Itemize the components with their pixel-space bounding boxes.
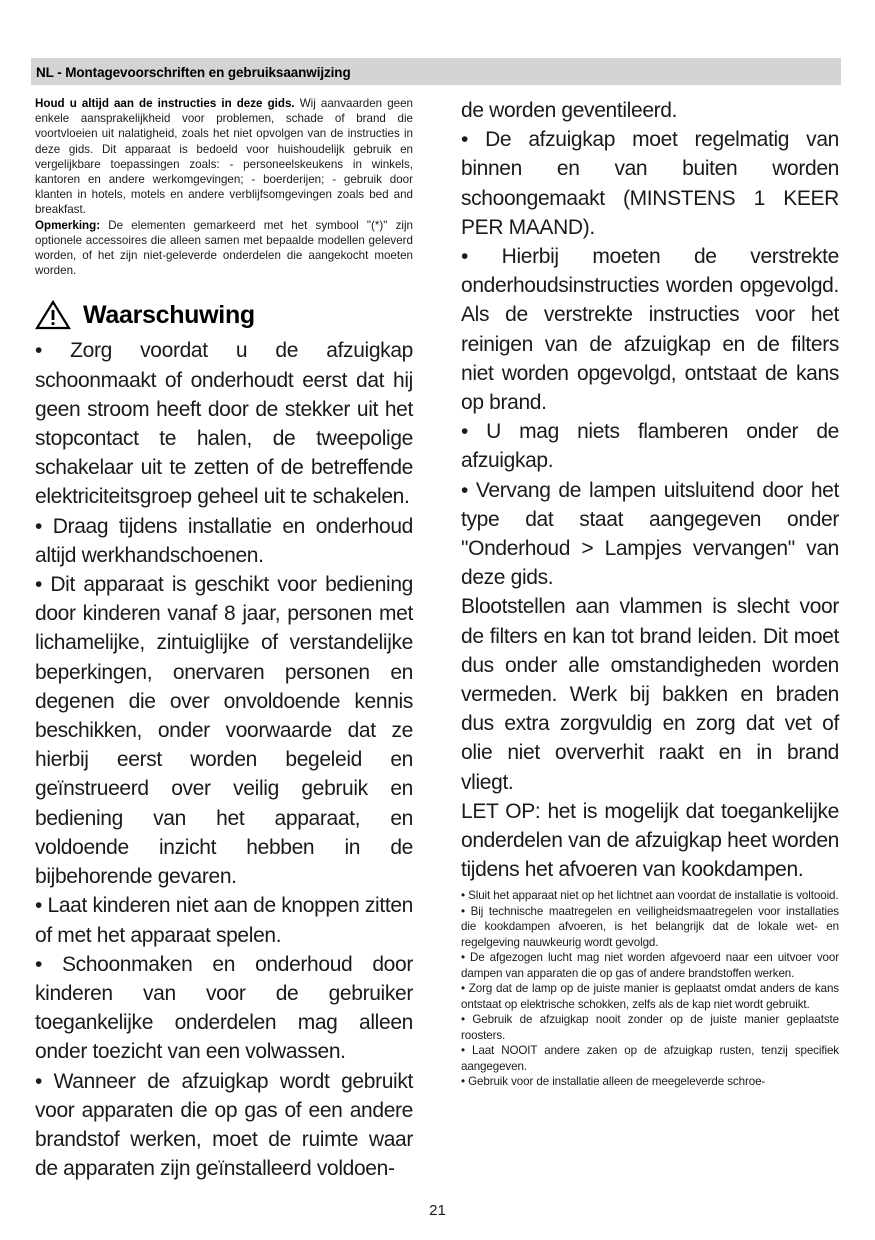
page-number: 21: [429, 1202, 446, 1219]
left-column: [35, 96, 413, 1183]
safety-item: • Zorg dat de lamp op de juiste manier is geplaatst omdat anders de kans ontstaat op elektrische schokken, zelfs als de kap niet wordt gebruikt.: [461, 982, 839, 1011]
warning-paragraph: Blootstellen aan vlammen is slecht voor de filters en kan tot brand leiden. Dit moet dus onder alle omstandigheden worden vermeden. Werk bij bakken en braden dus extra zorgvuldig en zorg dat vet of olie niet oververhit raakt en in brand vliegt.: [461, 595, 839, 794]
note-text: De elementen gemarkeerd met het symbool "(*)" zijn optionele accessoires die alleen samen met bepaalde modellen geleverd worden, of het zijn niet-geleverde onderdelen die aangekocht moeten worden.: [35, 218, 413, 278]
note-paragraph: [35, 218, 413, 279]
warning-item: • U mag niets flamberen onder de afzuigkap.: [461, 420, 839, 473]
warning-heading: [35, 298, 413, 332]
safety-item: • Sluit het apparaat niet op het lichtnet aan voordat de installatie is voltooid.: [461, 889, 839, 903]
safety-item: • Gebruik de afzuigkap nooit zonder op de juiste manier geplaatste roosters.: [461, 1013, 839, 1042]
safety-item: • Gebruik voor de installatie alleen de meegeleverde schroe-: [461, 1075, 766, 1089]
warning-triangle-icon: [35, 300, 71, 330]
warning-item: • Laat kinderen niet aan de knoppen zitten of met het apparaat spelen.: [35, 894, 413, 947]
note-label: Opmerking:: [35, 218, 101, 232]
warning-item: • Vervang de lampen uitsluitend door het type dat staat aangegeven onder "Onderhoud > Lampjes vervangen" van deze gids.: [461, 478, 839, 590]
section-header-title: NL - Montagevoorschriften en gebruiksaanwijzing: [36, 65, 351, 80]
section-header-bar: [31, 58, 841, 85]
warning-item: • Zorg voordat u de afzuigkap schoonmaakt of onderhoudt eerst dat hij geen stroom heeft door de stekker uit het stopcontact te halen, de tweepolige schakelaar uit te zetten of de betreffende elektriciteitsgroep geheel uit te schakelen.: [35, 339, 413, 509]
intro-paragraph: [35, 96, 413, 218]
warning-item-ventilation-start: • Wanneer de afzuigkap wordt gebruikt voor apparaten die op gas of een andere brandstof werken, moet de ruimte waar de apparaten zijn geïnstalleerd voldoen-: [35, 1069, 413, 1181]
warning-title: Waarschuwing: [83, 300, 255, 329]
right-column: [461, 96, 839, 1090]
safety-item: • De afgezogen lucht mag niet worden afgevoerd naar een uitvoer voor dampen van apparaten die op gas of andere brandstoffen werken.: [461, 951, 839, 980]
warning-item: • Hierbij moeten de verstrekte onderhoudsinstructies worden opgevolgd. Als de verstrekte instructies voor het reinigen van de afzuigkap en de filters niet worden opgevolgd, ontstaat de kans op brand.: [461, 245, 839, 415]
safety-item: • Bij technische maatregelen en veiligheidsmaatregelen voor installaties die kookdampen afvoeren, is het belangrijk dat de lokale wet- en regelgeving nauwkeurig wordt gevolgd.: [461, 904, 839, 949]
warning-item: • De afzuigkap moet regelmatig van binnen en van buiten worden schoongemaakt (MINSTENS 1 KEER PER MAAND).: [461, 128, 839, 239]
warning-item-ventilation-end: de worden geventileerd.: [461, 99, 678, 122]
intro-lead-bold: Houd u altijd aan de instructies in deze gids.: [35, 97, 295, 110]
warning-item: • Dit apparaat is geschikt voor bediening door kinderen vanaf 8 jaar, personen met lichamelijke, zintuiglijke of verstandelijke beperkingen, onervaren personen en degenen die over onvoldoende kennis beschikken, onder voorwaarde dat ze hierbij eerst worden begeleid en geïnstrueerd over veilig gebruik en bediening van het apparaat, en voldoende inzicht hebben in de bijbehorende gevaren.: [35, 573, 413, 889]
warning-paragraph-caution: LET OP: het is mogelijk dat toegankelijke onderdelen van de afzuigkap heet worden tijdens het afvoeren van kookdampen.: [461, 799, 839, 882]
warning-item: • Draag tijdens installatie en onderhoud altijd werkhandschoenen.: [35, 514, 413, 567]
warning-item: • Schoonmaken en onderhoud door kinderen van voor de gebruiker toegankelijke onderdelen mag alleen onder toezicht van een volwassen.: [35, 952, 413, 1064]
intro-lead-text: Wij aanvaarden geen enkele aansprakelijkheid voor problemen, schade of brand die voortvloeien uit nalatigheid, zoals het niet opvolgen van de instructies in deze gids. Dit apparaat is bedoeld voor huishoudelijk gebruik en vergelijkbare toepassingen zoals: - personeelskeukens in winkels, kantoren en andere werkomgevingen; - boerderijen; - gebruik door klanten in hotels, motels en andere verblijfsomgevingen zoals bed and breakfast.: [35, 97, 413, 217]
safety-item: • Laat NOOIT andere zaken op de afzuigkap rusten, tenzij specifiek aangegeven.: [461, 1044, 839, 1073]
